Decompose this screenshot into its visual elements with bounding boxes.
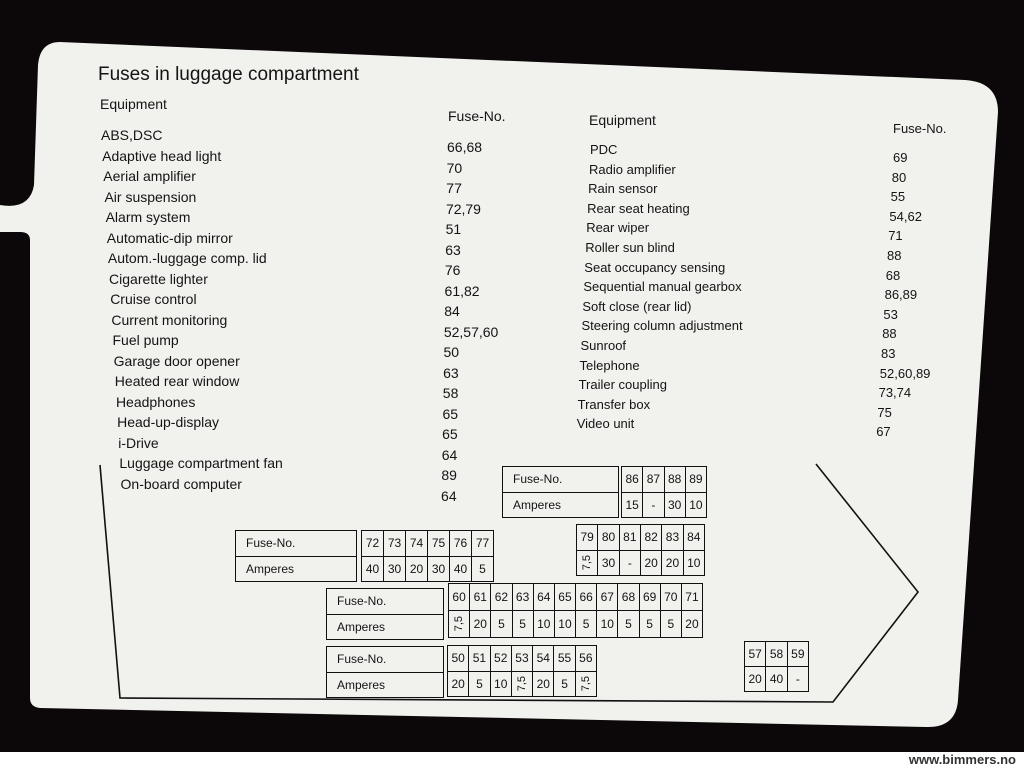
fuse-block-50-56 bbox=[447, 645, 597, 697]
equipment-fuse-number: 76 bbox=[444, 262, 461, 278]
amperes-cell: 10 bbox=[534, 611, 555, 637]
amperes-cell: 5 bbox=[640, 611, 661, 637]
equipment-name: ABS,DSC bbox=[101, 127, 163, 143]
amperes-cell: 20 bbox=[641, 551, 662, 576]
amperes-cell: 20 bbox=[533, 672, 554, 697]
fuse-block-79-84 bbox=[576, 524, 705, 576]
equipment-name: Radio amplifier bbox=[589, 161, 676, 177]
amperes-cell: 10 bbox=[555, 611, 576, 637]
fuse-number-cell: 66 bbox=[576, 584, 597, 610]
amperes-label: Amperes bbox=[503, 492, 618, 518]
amperes-cell: 40 bbox=[362, 557, 384, 582]
left-equipment-header: Equipment bbox=[100, 96, 167, 112]
amperes-cell: 5 bbox=[554, 672, 575, 697]
amperes-cell: 40 bbox=[450, 557, 472, 582]
equipment-name: Steering column adjustment bbox=[581, 318, 743, 334]
equipment-fuse-number: 61,82 bbox=[444, 282, 480, 299]
amperes-cell: 30 bbox=[428, 557, 450, 582]
equipment-name: On-board computer bbox=[120, 475, 242, 492]
amperes-label: Amperes bbox=[327, 614, 443, 640]
amperes-cell: 20 bbox=[406, 557, 428, 582]
equipment-fuse-number: 72,79 bbox=[445, 200, 481, 217]
fuse-number-cell: 61 bbox=[470, 584, 491, 610]
equipment-name: Air suspension bbox=[104, 188, 197, 205]
amperes-cell: 10 bbox=[597, 611, 618, 637]
equipment-name: Transfer box bbox=[577, 396, 651, 412]
fuse-number-cell: 60 bbox=[449, 584, 470, 610]
fuse-number-cell: 84 bbox=[687, 530, 701, 545]
equipment-name: Head-up-display bbox=[117, 414, 220, 430]
amperes-cell: 20 bbox=[662, 551, 683, 576]
fuse-label-box-50 bbox=[326, 646, 444, 698]
fuse-number-cell: 79 bbox=[577, 525, 598, 550]
amperes-cell: - bbox=[795, 672, 800, 686]
amperes-cell: 20 bbox=[685, 617, 699, 631]
fuse-block-57-59 bbox=[744, 641, 809, 692]
fuse-number-cell: 87 bbox=[643, 467, 664, 492]
fuse-block-60-71 bbox=[448, 583, 703, 638]
fuse-number-cell: 88 bbox=[665, 467, 686, 492]
equipment-name: Autom.-luggage comp. lid bbox=[107, 250, 267, 266]
amperes-label: Amperes bbox=[236, 556, 356, 582]
equipment-fuse-number: 64 bbox=[441, 446, 458, 463]
equipment-name: Rear seat heating bbox=[587, 200, 690, 216]
amperes-cell: 5 bbox=[513, 611, 534, 637]
equipment-name: Luggage compartment fan bbox=[119, 455, 283, 471]
left-fuse-header: Fuse-No. bbox=[448, 108, 506, 124]
fuse-number-cell: 72 bbox=[362, 531, 384, 556]
fuse-number-cell: 74 bbox=[406, 531, 428, 556]
equipment-name: Seat occupancy sensing bbox=[584, 259, 726, 275]
equipment-name: Headphones bbox=[115, 393, 196, 410]
equipment-fuse-number: 86,89 bbox=[884, 287, 918, 303]
amperes-cell: 5 bbox=[491, 611, 512, 637]
equipment-name: Cruise control bbox=[110, 291, 197, 307]
equipment-name: Adaptive head light bbox=[102, 147, 222, 164]
amperes-cell: - bbox=[620, 551, 641, 576]
equipment-fuse-number: 65 bbox=[442, 405, 459, 422]
fuse-number-cell: 70 bbox=[661, 584, 682, 610]
equipment-fuse-number: 77 bbox=[446, 180, 462, 196]
amperes-cell: 15 bbox=[622, 493, 643, 518]
amperes-cell: 30 bbox=[665, 493, 686, 518]
fuse-number-cell: 65 bbox=[555, 584, 576, 610]
fuse-number-cell: 62 bbox=[491, 584, 512, 610]
fuse-no-label: Fuse-No. bbox=[337, 652, 387, 667]
fuse-label-box-86 bbox=[502, 466, 619, 518]
fuse-number-cell: 71 bbox=[685, 590, 699, 604]
equipment-fuse-number: 88 bbox=[882, 326, 897, 342]
amperes-cell: 30 bbox=[384, 557, 406, 582]
equipment-name: Automatic-dip mirror bbox=[106, 229, 233, 246]
equipment-name: Current monitoring bbox=[111, 311, 228, 328]
equipment-fuse-number: 89 bbox=[441, 467, 457, 483]
equipment-name: Cigarette lighter bbox=[109, 270, 208, 287]
fuse-number-cell: 68 bbox=[618, 584, 639, 610]
fuse-label-box-72 bbox=[235, 530, 357, 582]
equipment-fuse-number: 68 bbox=[885, 267, 901, 283]
amperes-cell: 20 bbox=[745, 667, 766, 691]
fuse-number-cell: 77 bbox=[475, 536, 490, 551]
equipment-name: Trailer coupling bbox=[578, 377, 667, 393]
equipment-fuse-number: 63 bbox=[445, 241, 461, 258]
equipment-fuse-number: 67 bbox=[876, 424, 891, 440]
equipment-name: Video unit bbox=[576, 416, 635, 432]
amperes-cell: 5 bbox=[469, 672, 490, 697]
equipment-fuse-number: 58 bbox=[442, 385, 459, 401]
fuse-number-cell: 54 bbox=[533, 646, 554, 671]
equipment-fuse-number: 65 bbox=[442, 426, 458, 442]
fuse-block-86-89 bbox=[621, 466, 707, 518]
amperes-cell: 7,5 bbox=[449, 611, 470, 637]
watermark-url: www.bimmers.no bbox=[908, 752, 1016, 767]
fuse-block-72-77 bbox=[361, 530, 494, 582]
equipment-fuse-number: 63 bbox=[443, 364, 459, 381]
fuse-number-cell: 69 bbox=[640, 584, 661, 610]
fuse-number-cell: 50 bbox=[448, 646, 469, 671]
equipment-fuse-number: 70 bbox=[446, 159, 463, 176]
fuse-number-cell: 73 bbox=[384, 531, 406, 556]
fuse-number-cell: 64 bbox=[534, 584, 555, 610]
equipment-fuse-number: 50 bbox=[443, 344, 460, 360]
equipment-name: Roller sun blind bbox=[585, 240, 675, 255]
fuse-number-cell: 75 bbox=[428, 531, 450, 556]
equipment-name: Heated rear window bbox=[114, 373, 240, 389]
equipment-name: Telephone bbox=[579, 357, 640, 373]
amperes-cell: 7,5 bbox=[579, 676, 592, 692]
fuse-number-cell: 57 bbox=[745, 642, 766, 666]
equipment-fuse-number: 84 bbox=[444, 303, 460, 319]
fuse-number-cell: 53 bbox=[512, 646, 533, 671]
equipment-fuse-number: 69 bbox=[893, 150, 908, 165]
amperes-cell: 20 bbox=[448, 672, 469, 697]
equipment-name: Aerial amplifier bbox=[103, 168, 196, 184]
equipment-fuse-number: 88 bbox=[887, 248, 902, 263]
fuse-number-cell: 83 bbox=[662, 525, 683, 550]
equipment-fuse-number: 66,68 bbox=[447, 139, 483, 155]
equipment-name: Fuel pump bbox=[112, 332, 179, 348]
fuse-number-cell: 59 bbox=[791, 647, 805, 661]
right-fuse-header: Fuse-No. bbox=[893, 121, 947, 136]
equipment-fuse-number: 83 bbox=[881, 346, 896, 361]
equipment-fuse-number: 64 bbox=[441, 487, 457, 504]
equipment-fuse-number: 73,74 bbox=[878, 385, 912, 401]
amperes-cell: 20 bbox=[470, 611, 491, 637]
amperes-cell: 5 bbox=[618, 611, 639, 637]
amperes-cell: 10 bbox=[687, 555, 701, 570]
right-equipment-header: Equipment bbox=[589, 112, 656, 128]
equipment-fuse-number: 55 bbox=[890, 189, 906, 205]
fuse-number-cell: 52 bbox=[491, 646, 512, 671]
fuse-number-cell: 55 bbox=[554, 646, 575, 671]
equipment-fuse-number: 52,57,60 bbox=[443, 323, 499, 340]
amperes-cell: 5 bbox=[479, 561, 486, 576]
page-title: Fuses in luggage compartment bbox=[98, 64, 359, 85]
amperes-cell: - bbox=[643, 493, 664, 518]
fuse-number-cell: 89 bbox=[689, 472, 703, 487]
equipment-fuse-number: 54,62 bbox=[889, 208, 922, 224]
fuse-number-cell: 67 bbox=[597, 584, 618, 610]
fuse-number-cell: 63 bbox=[513, 584, 534, 610]
fuse-no-label: Fuse-No. bbox=[246, 536, 296, 551]
fuse-number-cell: 76 bbox=[450, 531, 472, 556]
fuse-no-label: Fuse-No. bbox=[513, 472, 563, 487]
equipment-fuse-number: 52,60,89 bbox=[879, 365, 931, 381]
fuse-number-cell: 82 bbox=[641, 525, 662, 550]
equipment-name: PDC bbox=[590, 142, 618, 157]
equipment-fuse-number: 75 bbox=[877, 404, 892, 420]
equipment-name: Soft close (rear lid) bbox=[582, 298, 692, 314]
amperes-cell: 30 bbox=[598, 551, 619, 576]
equipment-name: Alarm system bbox=[105, 209, 191, 225]
equipment-name: Sequential manual gearbox bbox=[583, 279, 742, 295]
footer-bar bbox=[0, 752, 1024, 768]
fuse-number-cell: 51 bbox=[469, 646, 490, 671]
amperes-cell: 5 bbox=[576, 611, 597, 637]
fuse-number-cell: 56 bbox=[579, 651, 593, 666]
fuse-number-cell: 81 bbox=[620, 525, 641, 550]
equipment-name: Rain sensor bbox=[588, 181, 658, 197]
amperes-label: Amperes bbox=[327, 672, 443, 698]
equipment-fuse-number: 80 bbox=[891, 169, 907, 185]
fuse-label-box-60 bbox=[326, 588, 444, 640]
equipment-name: Rear wiper bbox=[586, 220, 650, 236]
equipment-name: i-Drive bbox=[118, 434, 159, 451]
equipment-name: Sunroof bbox=[580, 338, 627, 353]
fuse-number-cell: 58 bbox=[766, 642, 787, 666]
equipment-fuse-number: 71 bbox=[888, 228, 903, 244]
equipment-name: Garage door opener bbox=[113, 352, 240, 369]
amperes-cell: 5 bbox=[661, 611, 682, 637]
amperes-cell: 7,5 bbox=[577, 551, 598, 576]
equipment-fuse-number: 53 bbox=[883, 306, 898, 322]
amperes-cell: 40 bbox=[766, 667, 787, 691]
fuse-no-label: Fuse-No. bbox=[337, 594, 387, 609]
amperes-cell: 10 bbox=[689, 497, 703, 512]
fuse-number-cell: 80 bbox=[598, 525, 619, 550]
amperes-cell: 10 bbox=[491, 672, 512, 697]
fuse-number-cell: 86 bbox=[622, 467, 643, 492]
equipment-fuse-number: 51 bbox=[445, 221, 462, 237]
amperes-cell: 7,5 bbox=[512, 672, 533, 697]
